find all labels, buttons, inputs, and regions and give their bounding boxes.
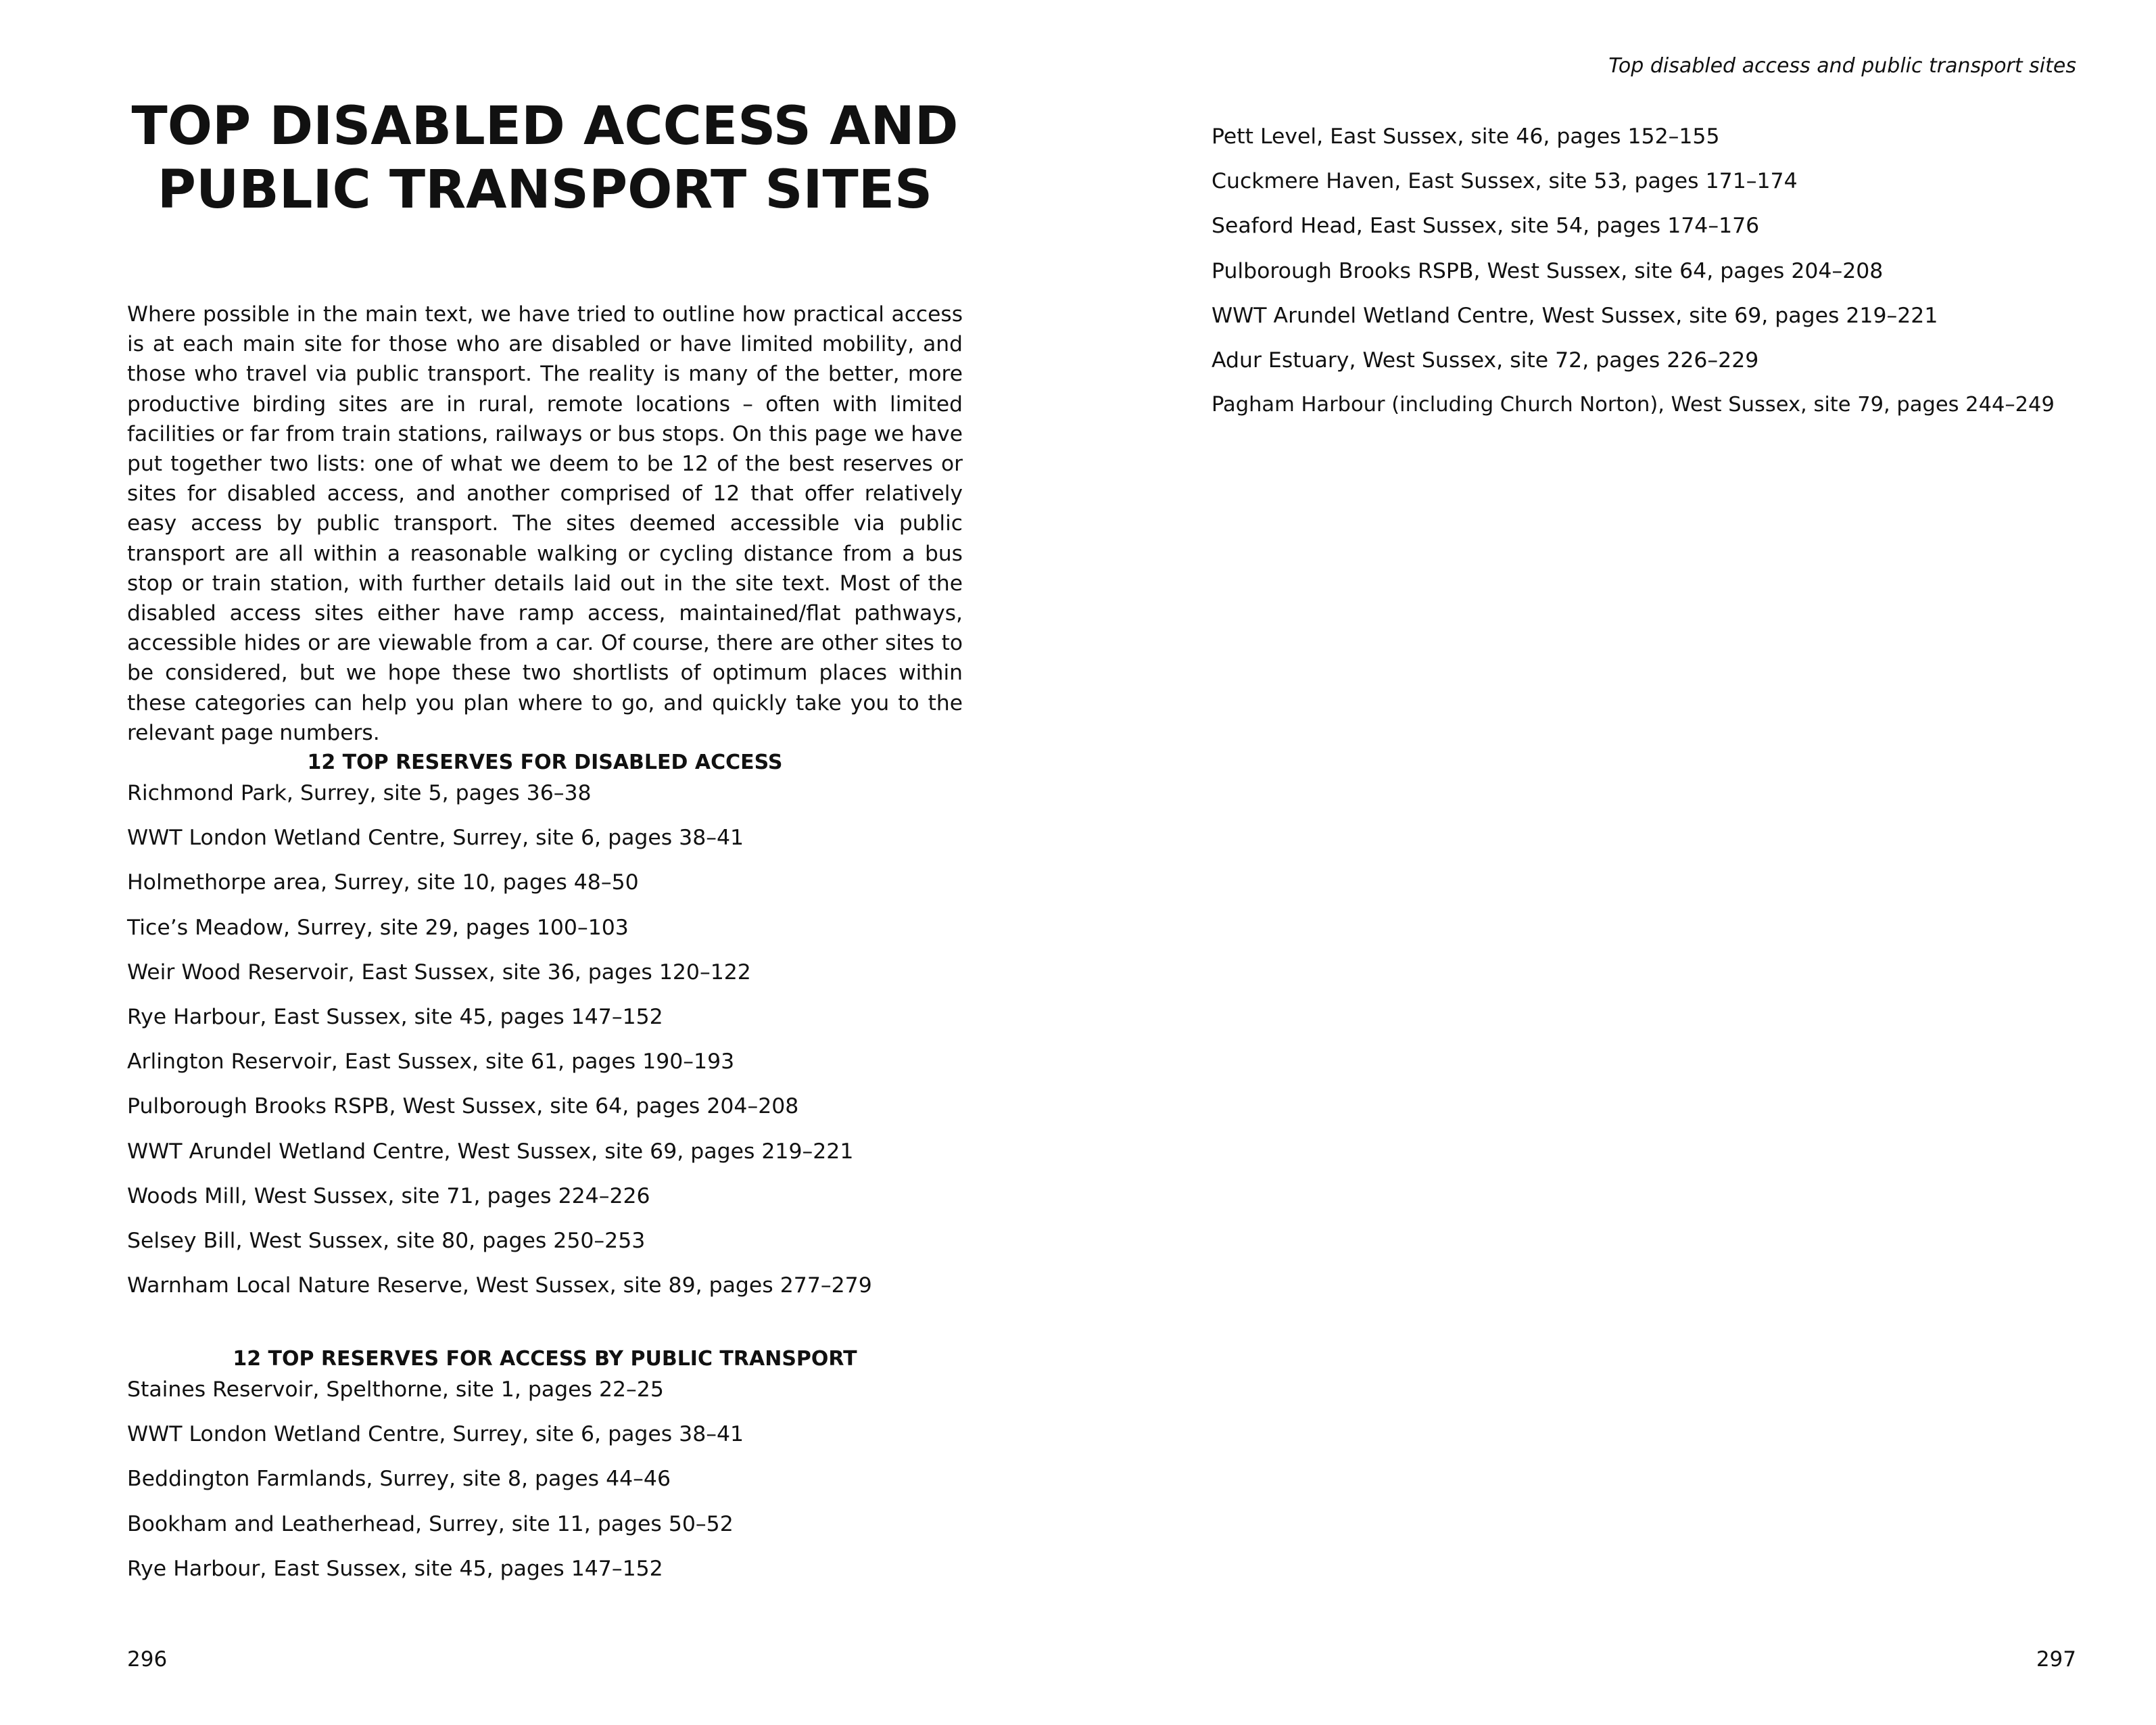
page-number-right: 297 bbox=[2036, 1647, 2076, 1672]
list-item: Beddington Farmlands, Surrey, site 8, pages 44–46 bbox=[127, 1467, 671, 1492]
list-item: Cuckmere Haven, East Sussex, site 53, pages 171–174 bbox=[1212, 169, 1798, 194]
running-head: Top disabled access and public transport sites bbox=[1608, 54, 2076, 78]
list-item: Woods Mill, West Sussex, site 71, pages 224–226 bbox=[127, 1183, 650, 1208]
list-item: WWT London Wetland Centre, Surrey, site 6, pages 38–41 bbox=[127, 826, 744, 851]
list-item: Weir Wood Reservoir, East Sussex, site 36, pages 120–122 bbox=[127, 960, 751, 985]
list-item: Tice’s Meadow, Surrey, site 29, pages 100–103 bbox=[127, 915, 629, 940]
list-item: Holmethorpe area, Surrey, site 10, pages 48–50 bbox=[127, 870, 639, 895]
list-item: Warnham Local Nature Reserve, West Sussex, site 89, pages 277–279 bbox=[127, 1273, 872, 1298]
list-item: Adur Estuary, West Sussex, site 72, pages 226–229 bbox=[1212, 348, 1759, 373]
list-item: Richmond Park, Surrey, site 5, pages 36–38 bbox=[127, 781, 592, 805]
right-page bbox=[1078, 0, 2156, 1725]
disabled-access-list bbox=[127, 778, 872, 1315]
list-item: Selsey Bill, West Sussex, site 80, pages 250–253 bbox=[127, 1228, 646, 1253]
list-item: WWT Arundel Wetland Centre, West Sussex, site 69, pages 219–221 bbox=[1212, 303, 1938, 328]
page-title-line-2: PUBLIC TRANSPORT SITES bbox=[157, 160, 933, 220]
public-transport-list bbox=[127, 1375, 744, 1599]
intro-paragraph: Where possible in the main text, we have tried to outline how practical access is at each main site for those who are disabled or have limited mobility, and those who travel via public transport. The reality is many of the better, more productive birding sites are in rural, remote locations – often with limited facilities or far from train stations, railways or bus stops. On this page we have put together two lists: one of what we deem to be 12 of the best reserves or sites for disabled access, and another comprised of 12 that offer relatively easy access by public transport. The sites deemed accessible via public transport are all within a reasonable walking or cycling distance from a bus stop or train station, with further details laid out in the site text. Most of the disabled access sites either have ramp access, maintained/flat pathways, accessible hides or are viewable from a car. Of course, there are other sites to be considered, but we hope these two shortlists of optimum places within these categories can help you plan where to go, and quickly take you to the relevant page numbers. bbox=[127, 302, 963, 745]
disabled-access-heading: 12 TOP RESERVES FOR DISABLED ACCESS bbox=[307, 751, 783, 774]
public-transport-heading: 12 TOP RESERVES FOR ACCESS BY PUBLIC TRANSPORT bbox=[233, 1347, 857, 1371]
list-item: Pett Level, East Sussex, site 46, pages 152–155 bbox=[1212, 124, 1720, 149]
list-item: Pulborough Brooks RSPB, West Sussex, site 64, pages 204–208 bbox=[1212, 258, 1884, 283]
list-item: Staines Reservoir, Spelthorne, site 1, pages 22–25 bbox=[127, 1377, 664, 1402]
page-title bbox=[127, 95, 963, 222]
page-title-line-1: TOP DISABLED ACCESS AND bbox=[131, 96, 959, 157]
list-item: Rye Harbour, East Sussex, site 45, pages 147–152 bbox=[127, 1004, 663, 1029]
list-item: WWT London Wetland Centre, Surrey, site 6, pages 38–41 bbox=[127, 1422, 744, 1447]
public-transport-list-continued bbox=[1212, 122, 2055, 435]
list-item: Rye Harbour, East Sussex, site 45, pages 147–152 bbox=[127, 1556, 663, 1581]
list-item: WWT Arundel Wetland Centre, West Sussex, site 69, pages 219–221 bbox=[127, 1139, 854, 1164]
list-item: Pagham Harbour (including Church Norton), West Sussex, site 79, pages 244–249 bbox=[1212, 393, 2055, 417]
list-item: Arlington Reservoir, East Sussex, site 61, pages 190–193 bbox=[127, 1049, 735, 1074]
list-item: Pulborough Brooks RSPB, West Sussex, site 64, pages 204–208 bbox=[127, 1094, 799, 1119]
page-number-left: 296 bbox=[127, 1647, 168, 1672]
list-item: Seaford Head, East Sussex, site 54, pages 174–176 bbox=[1212, 214, 1760, 239]
list-item: Bookham and Leatherhead, Surrey, site 11, pages 50–52 bbox=[127, 1511, 734, 1536]
